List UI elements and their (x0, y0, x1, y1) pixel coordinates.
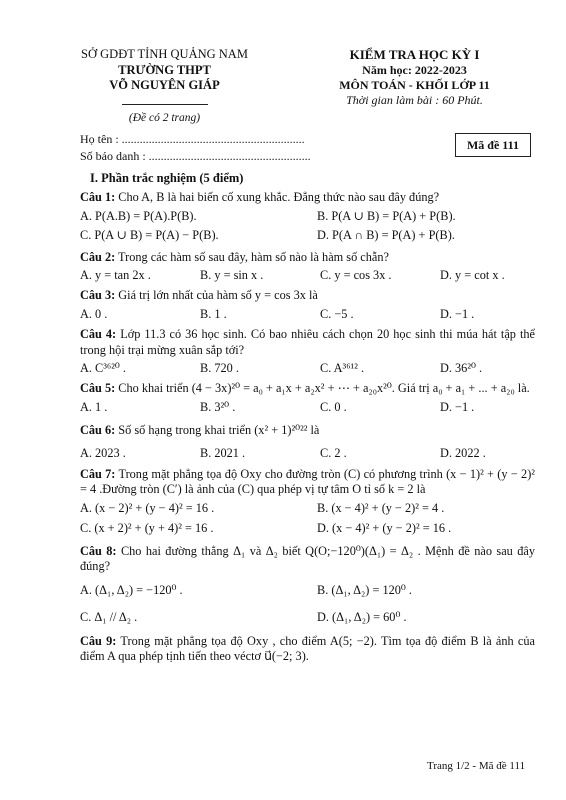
option-a[interactable]: A. (Δ₁, Δ₂) = −120⁰ . (80, 582, 183, 597)
question-text: Cho A, B là hai biến cố xung khắc. Đẳng thức nào sau đây đúng? (118, 189, 440, 204)
exam-title: KIỂM TRA HỌC KỲ I (349, 47, 480, 62)
question-3 (80, 288, 535, 303)
option-c[interactable]: C. y = cos 3x . (320, 268, 392, 283)
option-d[interactable]: D. −1 . (440, 399, 475, 414)
exam-header (312, 47, 517, 108)
option-b[interactable]: B. P(A ∪ B) = P(A) + P(B). (317, 208, 456, 223)
question-7 (80, 467, 535, 498)
question-2-options (80, 268, 535, 283)
option-b[interactable]: B. y = sin x . (200, 268, 264, 283)
question-label: Câu 1: (80, 189, 116, 204)
option-b[interactable]: B. 1 . (200, 306, 227, 321)
school-year: Năm học: 2022-2023 (362, 63, 467, 78)
question-6-options (80, 446, 535, 461)
question-label: Câu 8: (80, 544, 117, 559)
option-c[interactable]: C. A³⁶¹² . (320, 360, 365, 375)
page-footer: Trang 1/2 - Mã đề 111 (427, 760, 526, 772)
question-label: Câu 3: (80, 288, 116, 303)
question-text: Trong mặt phẳng tọa độ Oxy , cho điểm A(5; −2). Tìm tọa độ điểm B là ảnh của điểm A qua phép tịnh tiến theo véctơ u⃗(−2; 3). (80, 633, 535, 663)
option-b[interactable]: B. 720 . (200, 360, 239, 375)
question-9 (80, 634, 535, 665)
student-info (80, 131, 311, 165)
exam-body (80, 171, 535, 667)
header-divider (122, 104, 208, 105)
question-text: Cho khai triển (4 − 3x)²⁰ = a₀ + a₁x + a₂x² + ⋯ + a₂₀x²⁰. Giá trị a₀ + a₁ + ... + a₂₀ là. (118, 381, 530, 396)
question-8-options (80, 583, 535, 626)
question-label: Câu 9: (80, 633, 117, 648)
question-5-options (80, 400, 535, 415)
option-c[interactable]: C. (x + 2)² + (y + 4)² = 16 . (80, 520, 214, 535)
question-8 (80, 544, 535, 575)
page-count-note: (Đề có 2 trang) (128, 111, 201, 124)
subject-grade: MÔN TOÁN - KHỐI LỚP 11 (339, 78, 490, 93)
question-text: Lớp 11.3 có 36 học sinh. Có bao nhiêu cách chọn 20 học sinh thi múa hát tập thể trong hội trại mừng xuân sắp tới? (80, 327, 535, 357)
question-2 (80, 250, 535, 265)
option-b[interactable]: B. 3²⁰ . (200, 399, 236, 414)
time-allowed: Thời gian làm bài : 60 Phút. (346, 93, 483, 108)
question-text: Giá trị lớn nhất của hàm số y = cos 3x là (118, 288, 318, 303)
option-a[interactable]: A. 1 . (80, 399, 108, 414)
option-b[interactable]: B. 2021 . (200, 446, 246, 461)
question-text: Số số hạng trong khai triển (x² + 1)²⁰²² là (118, 422, 320, 437)
option-b[interactable]: B. (x − 4)² + (y − 2)² = 4 . (317, 501, 445, 516)
department-name: SỞ GDĐT TỈNH QUẢNG NAM (81, 47, 248, 61)
question-4-options (80, 361, 535, 376)
question-7-options (80, 501, 535, 536)
school-header (62, 47, 267, 125)
option-a[interactable]: A. 0 . (80, 306, 108, 321)
question-label: Câu 7: (80, 466, 116, 481)
option-a[interactable]: A. y = tan 2x . (80, 268, 151, 283)
option-c[interactable]: C. Δ₁ // Δ₂ . (80, 610, 138, 625)
option-c[interactable]: C. 0 . (320, 399, 347, 414)
option-d[interactable]: D. (x − 4)² + (y − 2)² = 16 . (317, 520, 452, 535)
option-d[interactable]: D. P(A ∩ B) = P(A) + P(B). (317, 228, 455, 243)
student-name-line: Họ tên : ............................................................. (80, 132, 305, 146)
section-title: I. Phần trắc nghiệm (5 điểm) (90, 171, 244, 185)
question-5 (80, 381, 535, 396)
option-b[interactable]: B. (Δ₁, Δ₂) = 120⁰ . (317, 582, 413, 597)
school-name: VÕ NGUYÊN GIÁP (109, 78, 220, 93)
question-text: Trong các hàm số sau đây, hàm số nào là hàm số chẵn? (118, 249, 389, 264)
question-text: Trong mặt phẳng tọa độ Oxy cho đường tròn (C) có phương trình (x − 1)² + (y − 2)² = 4 .Đường tròn (C′) là ảnh của (C) qua phép vị tự tâm O tỉ số k = 2 là (80, 466, 535, 497)
option-d[interactable]: D. (Δ₁, Δ₂) = 60⁰ . (317, 610, 407, 625)
question-1-options (80, 209, 535, 244)
option-c[interactable]: C. 2 . (320, 446, 347, 461)
student-id-line: Số báo danh : ...................................................... (80, 148, 311, 163)
question-text: Cho hai đường thẳng Δ₁ và Δ₂ biết Q(O;−120⁰)(Δ₁) = Δ₂ . Mệnh đề nào sau đây đúng? (80, 544, 535, 574)
option-d[interactable]: D. y = cot x . (440, 268, 505, 283)
question-label: Câu 6: (80, 422, 116, 437)
question-label: Câu 5: (80, 381, 116, 396)
question-3-options (80, 307, 535, 322)
option-d[interactable]: D. −1 . (440, 306, 475, 321)
option-a[interactable]: A. (x − 2)² + (y − 4)² = 16 . (80, 501, 215, 516)
school-type: TRƯỜNG THPT (118, 62, 211, 77)
question-6 (80, 423, 535, 438)
question-label: Câu 2: (80, 249, 116, 264)
question-1 (80, 190, 535, 205)
option-a[interactable]: A. 2023 . (80, 446, 126, 461)
option-d[interactable]: D. 2022 . (440, 446, 486, 461)
exam-code-box: Mã đề 111 (455, 133, 531, 157)
option-a[interactable]: A. C³⁶²⁰ . (80, 360, 126, 375)
option-d[interactable]: D. 36²⁰ . (440, 360, 483, 375)
option-c[interactable]: C. −5 . (320, 306, 354, 321)
option-c[interactable]: C. P(A ∪ B) = P(A) − P(B). (80, 228, 219, 243)
question-label: Câu 4: (80, 327, 117, 342)
option-a[interactable]: A. P(A.B) = P(A).P(B). (80, 208, 197, 223)
question-4 (80, 327, 535, 358)
